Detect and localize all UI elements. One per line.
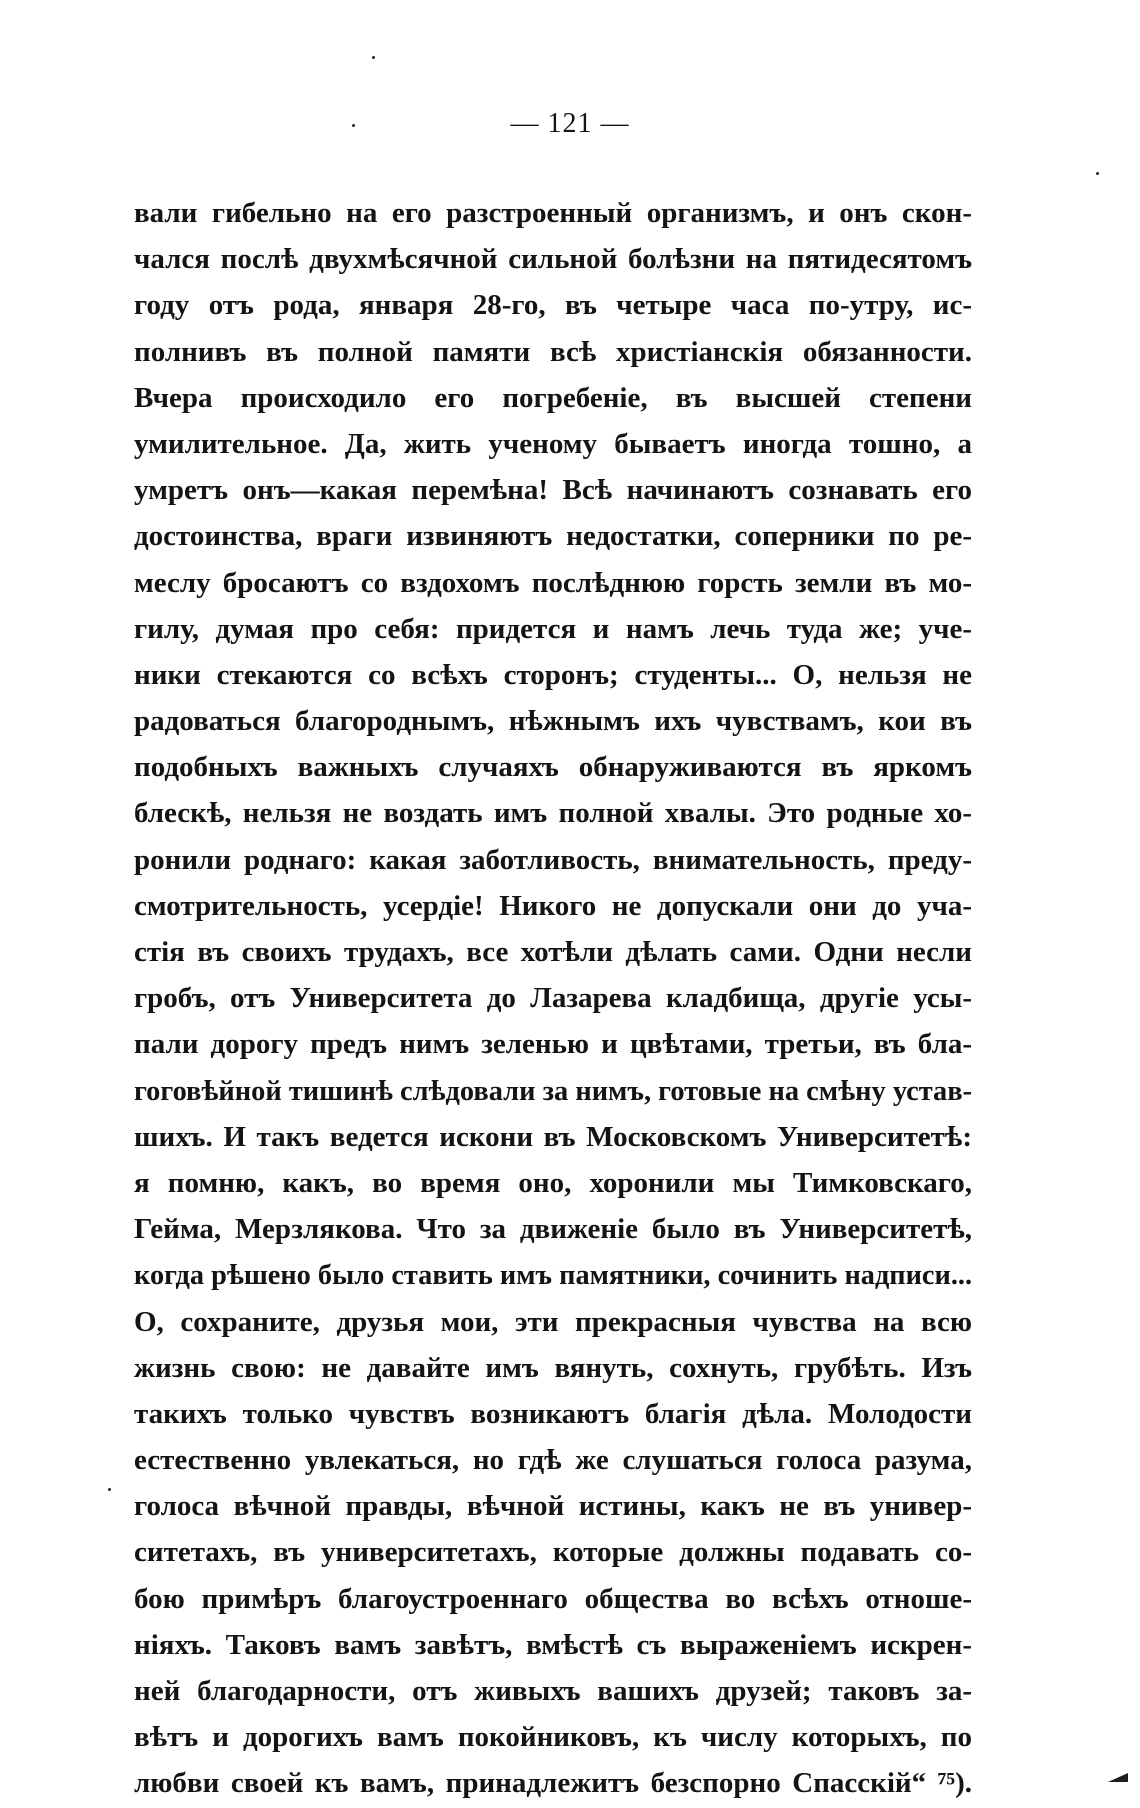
text-line: умилительное. Да, жить ученому бываетъ иногда тошно, а [134, 427, 972, 460]
text-line: шихъ. И такъ ведется искони въ Московскомъ Университетѣ: [134, 1120, 972, 1153]
text-line: подобныхъ важныхъ случаяхъ обнаруживаются въ яркомъ [134, 751, 972, 784]
text-line: гилу, думая про себя: придется и намъ лечь туда же; уче- [134, 612, 972, 645]
scan-speck [372, 56, 375, 59]
text-line: блескѣ, нельзя не воздать имъ полной хвалы. Это родные хо- [134, 797, 972, 830]
text-line: Гейма, Мерзлякова. Что за движеніе было въ Университетѣ, [134, 1213, 972, 1246]
ink-mark-icon [1106, 1770, 1130, 1784]
text-line: гоговѣйной тишинѣ слѣдовали за нимъ, готовые на смѣну устав- [134, 1074, 973, 1107]
text-line: ней благодарности, отъ живыхъ вашихъ друзей; таковъ за- [134, 1675, 972, 1707]
text-line: умретъ онъ—какая перемѣна! Всѣ начинаютъ сознавать его [134, 474, 972, 507]
text-line: году отъ рода, января 28-го, въ четыре часа по-утру, ис- [134, 289, 972, 322]
text-line: вали гибельно на его разстроенный организмъ, и онъ скон- [134, 197, 972, 229]
text-line: пали дорогу предъ нимъ зеленью и цвѣтами, третьи, въ бла- [134, 1028, 972, 1061]
text-line: естественно увлекаться, но гдѣ же слушаться голоса разума, [134, 1444, 972, 1477]
text-line: жизнь свою: не давайте имъ вянуть, сохнуть, грубѣть. Изъ [134, 1351, 972, 1384]
text-line: радоваться благороднымъ, нѣжнымъ ихъ чувствамъ, кои въ [134, 705, 972, 738]
text-line: ронили роднаго: какая заботливость, внимательность, преду- [134, 843, 972, 876]
text-line: любви своей къ вамъ, принадлежитъ безспорно Спасскій“ ⁷⁵). [134, 1767, 972, 1800]
scan-speck [1096, 172, 1099, 175]
text-line: чался послѣ двухмѣсячной сильной болѣзни на пятидесятомъ [134, 243, 972, 276]
text-line: я помню, какъ, во время оно, хоронили мы Тимковскаго, [134, 1166, 972, 1199]
text-line: когда рѣшено было ставить имъ памятники, сочинить надписи... [134, 1259, 973, 1292]
text-line: такихъ только чувствъ возникаютъ благія дѣла. Молодости [134, 1397, 972, 1430]
body-text [134, 190, 972, 1807]
scan-speck [108, 1488, 111, 1491]
text-line: гробъ, отъ Университета до Лазарева кладбища, другіе усы- [134, 982, 972, 1015]
scan-speck [352, 124, 355, 127]
text-line: стія въ своихъ трудахъ, все хотѣли дѣлать сами. Одни несли [134, 936, 972, 968]
text-line: ситетахъ, въ университетахъ, которые должны подавать со- [134, 1536, 972, 1569]
page-number: — 121 — [510, 108, 630, 139]
text-line: ники стекаются со всѣхъ сторонъ; студенты... О, нельзя не [134, 658, 972, 691]
text-line: достоинства, враги извиняютъ недостатки, соперники по ре- [134, 520, 972, 553]
text-line: ніяхъ. Таковъ вамъ завѣтъ, вмѣстѣ съ выраженіемъ искрен- [134, 1628, 972, 1661]
text-line: вѣтъ и дорогихъ вамъ покойниковъ, къ числу которыхъ, по [134, 1721, 972, 1754]
text-line: полнивъ въ полной памяти всѣ христіанскія обязанности. [134, 335, 972, 368]
text-line: бою примѣръ благоустроеннаго общества во всѣхъ отноше- [134, 1582, 972, 1615]
text-line: голоса вѣчной правды, вѣчной истины, какъ не въ универ- [134, 1490, 972, 1523]
text-line: Вчера происходило его погребеніе, въ высшей степени [134, 381, 972, 414]
text-line: О, сохраните, друзья мои, эти прекрасныя чувства на всю [134, 1305, 972, 1338]
text-line: меслу бросаютъ со вздохомъ послѣднюю горсть земли въ мо- [134, 566, 972, 599]
text-line: смотрительность, усердіе! Никого не допускали они до уча- [134, 889, 972, 922]
